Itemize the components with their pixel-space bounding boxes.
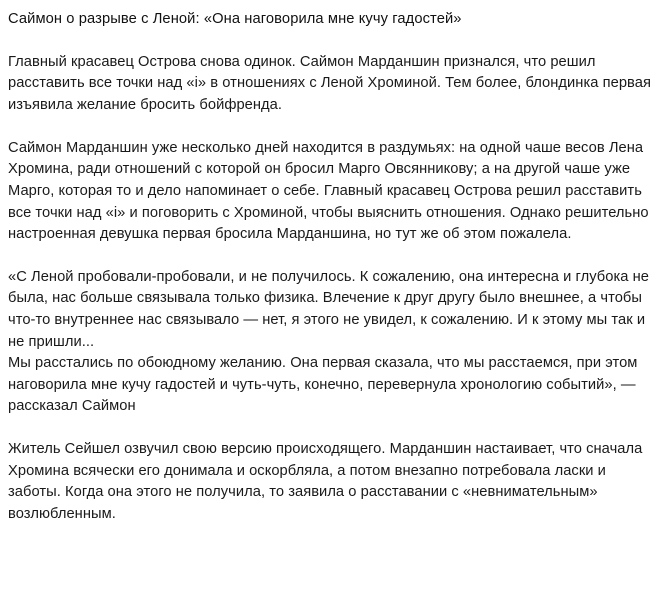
article-paragraph-2: Саймон Марданшин уже несколько дней находится в раздумьях: на одной чаше весов Лена Хромина, ради отношений с которой он бросил Марго Овсянникову; а на другой чаше уже Марго, которая то и дело напоминает о себе. Главный красавец Острова решил расставить все точки над «i» и поговорить с Хроминой, чтобы выяснить отношения. Однако решительно настроенная девушка первая бросила Марданшина, но тут же об этом пожалела. xyxy=(8,139,649,243)
article-quote-part-2: Мы расстались по обоюдному желанию. Она первая сказала, что мы расстаемся, при этом наговорила мне кучу гадостей и чуть-чуть, конечно, перевернула хронологию событий», — рассказал Саймон xyxy=(8,355,638,415)
article-paragraph-1: Главный красавец Острова снова одинок. Саймон Марданшин признался, что решил расставить все точки над «i» в отношениях с Леной Хроминой. Тем более, блондинка первая изъявила желание бросить бойфренда. xyxy=(8,53,651,114)
article-paragraph-5: Житель Сейшел озвучил свою версию происходящего. Марданшин настаивает, что сначала Хромина всячески его донимала и оскорбляла, а потом внезапно потребовала ласки и заботы. Когда она этого не получила, то заявила о расставании с «невнимательным» возлюбленным. xyxy=(8,440,643,522)
article-title: Саймон о разрыве с Леной: «Она наговорила мне кучу гадостей» xyxy=(8,11,462,27)
article-quote-part-1: «С Леной пробовали-пробовали, и не получилось. К сожалению, она интересна и глубока не была, нас больше связывала только физика. Влечение к друг другу было внешнее, а чтобы что-то внутреннее нас связывало — нет, я этого не увидел, к сожалению. И к этому мы так и не пришли... xyxy=(8,268,650,350)
